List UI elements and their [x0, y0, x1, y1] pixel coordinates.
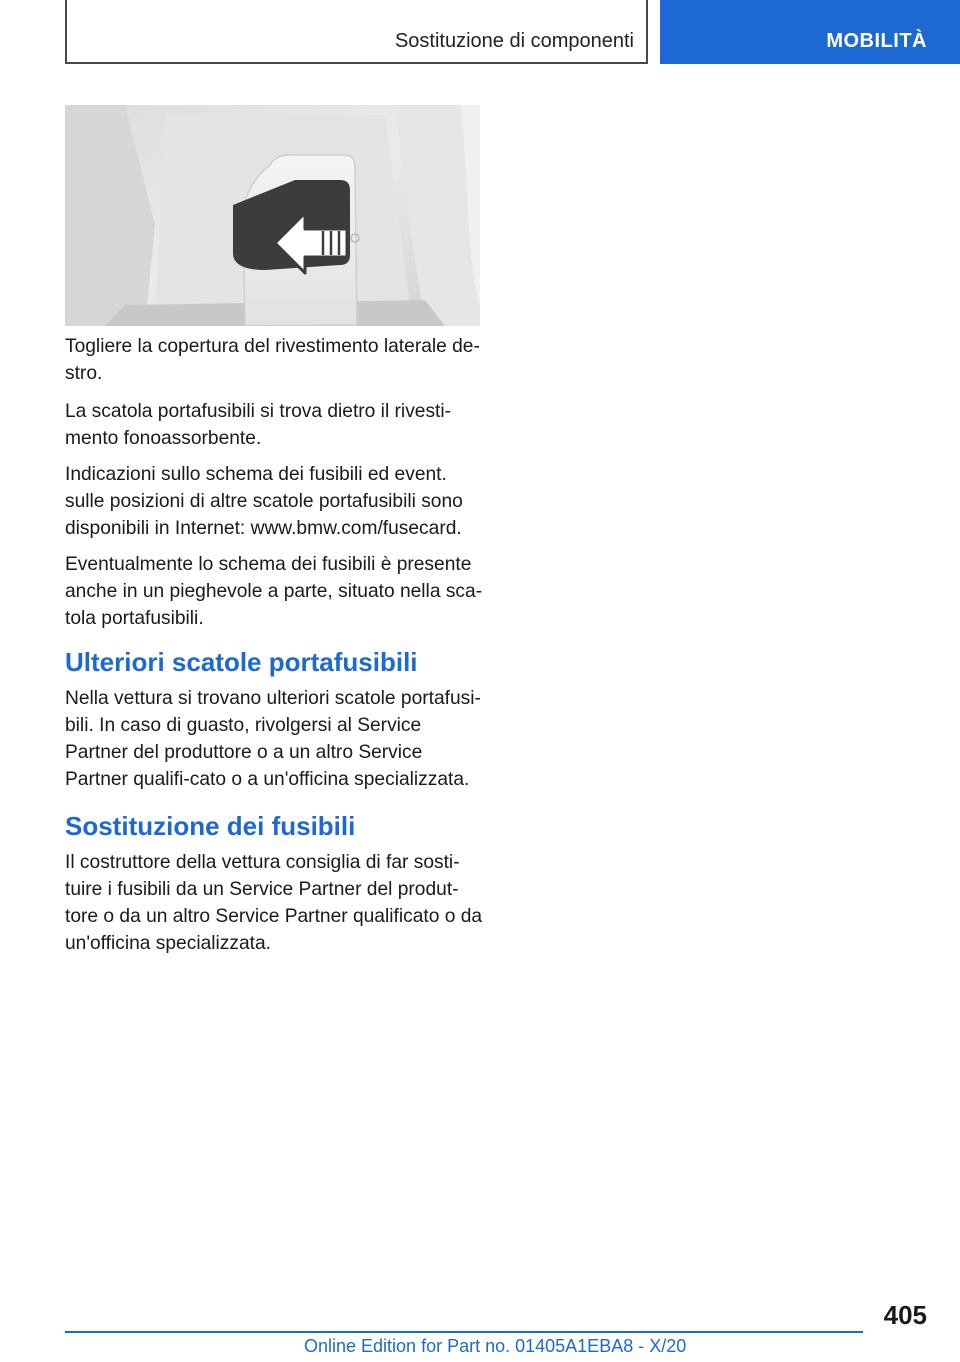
paragraph-fuse-leaflet: Eventualmente lo schema dei fusibili è presente anche in un pieghevole a parte, situato nella sca-tola portafusibili. [65, 554, 483, 629]
trim-panel-removal-arrow-icon [65, 105, 480, 326]
heading-fuse-replacement: Sostituzione dei fusibili [65, 811, 356, 841]
figure-trim-panel [65, 105, 480, 326]
paragraph-fuse-box-location: La scatola portafusibili si trova dietro il rivesti-mento fonoassorbente. [65, 401, 452, 449]
paragraph-fuse-info: Indicazioni sullo schema dei fusibili ed event. sulle posizioni di altre scatole portafusibili sono disponibili in Internet: www.bmw.com/fusecard. [65, 464, 463, 539]
footer-divider [65, 1331, 863, 1333]
paragraph-additional-fuse-boxes: Nella vettura si trovano ulteriori scatole portafusi-bili. In caso di guasto, rivolgersi al Service Partner del produttore o a un altro Service Partner qualifi-cato o a un'officina specializzata. [65, 688, 481, 790]
paragraph-remove-cover: Togliere la copertura del rivestimento laterale de-stro. [65, 336, 480, 384]
header-section-box [65, 0, 648, 64]
header-section-title: Sostituzione di componenti [394, 30, 634, 52]
page-content [65, 333, 483, 966]
paragraph-fuse-replacement: Il costruttore della vettura consiglia di far sosti-tuire i fusibili da un Service Partner del produt-tore o da un altro Service Partner qualificato o da un'officina specializzata. [65, 852, 483, 954]
page-number: 405 [883, 1300, 927, 1330]
header-chapter-label: MOBILITÀ [826, 30, 927, 52]
header-chapter-tab[interactable] [660, 0, 960, 64]
footer-edition: Online Edition for Part no. 01405A1EBA8 - X/20 [304, 1336, 687, 1356]
heading-additional-fuse-boxes: Ulteriori scatole portafusibili [65, 647, 418, 677]
